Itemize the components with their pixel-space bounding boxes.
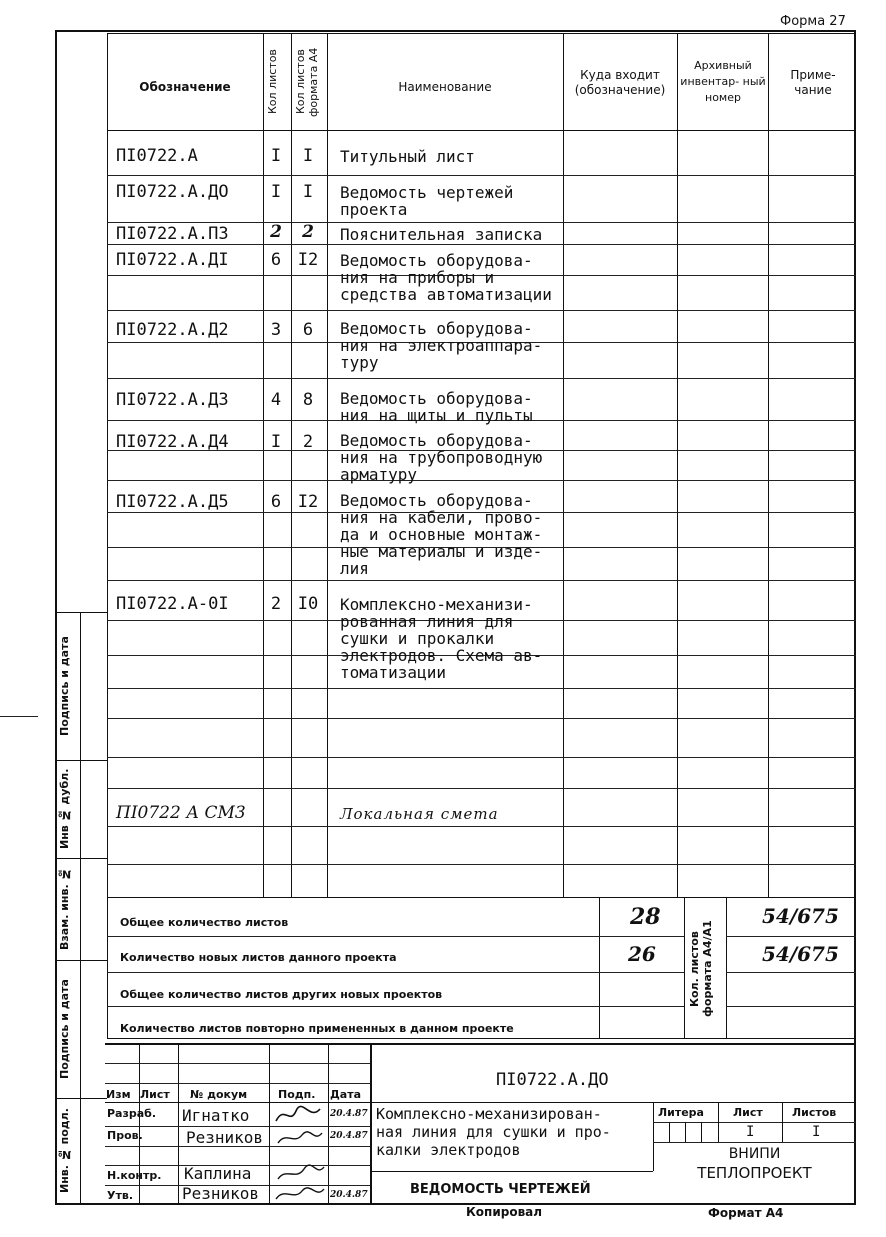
row-code: ПI0722.А.ПЗ bbox=[116, 224, 229, 244]
row-sheets: 4 bbox=[270, 390, 282, 410]
side-inv-dub: Инв № дубл. bbox=[58, 768, 71, 850]
row-name: Комплексно-механизи- рованная линия для сушки и прокалки электродов. Схема ав- томатизации bbox=[340, 595, 543, 682]
total-a4-value: 54/675 bbox=[762, 904, 839, 928]
row-code: ПI0722 А СМ3 bbox=[116, 803, 246, 823]
row-sheets-a4: I bbox=[302, 182, 314, 202]
row-name: Локальная смета bbox=[340, 805, 499, 823]
row-sheets-a4: I2 bbox=[297, 250, 319, 270]
stamp-code: ПI0722.А.ДО bbox=[496, 1070, 609, 1090]
stamp-col-izm: Изм bbox=[106, 1088, 131, 1101]
reused-sheets-label: Количество листов повторно примененных в данном проекте bbox=[120, 1022, 514, 1035]
side-vzam-inv: Взам. инв. № bbox=[58, 867, 71, 951]
row-name: Титульный лист bbox=[340, 147, 475, 166]
row-sheets-a4: 2 bbox=[302, 222, 314, 242]
row-code: ПI0722.А bbox=[116, 146, 198, 166]
row-code: ПI0722.А.Д5 bbox=[116, 492, 229, 512]
stamp-person: Резников bbox=[182, 1184, 260, 1203]
row-sheets: 2 bbox=[270, 594, 282, 614]
stamp-org-1: ВНИПИ bbox=[728, 1146, 781, 1162]
footer-format: Формат А4 bbox=[708, 1206, 784, 1220]
row-sheets: 6 bbox=[270, 492, 282, 512]
row-sheets: 2 bbox=[270, 222, 282, 242]
header-designation: Обозначение bbox=[139, 80, 231, 94]
a4-caption: Кол. листов формата А4/А1 bbox=[688, 920, 714, 1018]
stamp-sheet-label: Лист bbox=[733, 1106, 763, 1119]
row-sheets-a4: I2 bbox=[297, 492, 319, 512]
row-code: ПI0722.А.ДI bbox=[116, 250, 229, 270]
row-code: ПI0722.А.Д3 bbox=[116, 390, 229, 410]
stamp-sheets-label: Листов bbox=[792, 1106, 837, 1119]
row-name: Ведомость чертежей проекта bbox=[340, 183, 514, 219]
row-sheets: 3 bbox=[270, 320, 282, 340]
stamp-title: Комплексно-механизирован- ная линия для сушки и про- калки электродов bbox=[376, 1105, 611, 1159]
stamp-org-2: ТЕПЛОПРОЕКТ bbox=[697, 1164, 812, 1182]
stamp-sheets-value: I bbox=[812, 1124, 821, 1140]
row-code: ПI0722.А.ДО bbox=[116, 182, 229, 202]
header-sheet-count-a4: Кол листов формата А4 bbox=[294, 47, 320, 117]
new-sheets-value: 26 bbox=[628, 942, 656, 966]
stamp-doc-title: ВЕДОМОСТЬ ЧЕРТЕЖЕЙ bbox=[410, 1182, 591, 1197]
stamp-date: 20.4.87 bbox=[330, 1131, 368, 1141]
other-sheets-label: Общее количество листов других новых проектов bbox=[120, 988, 443, 1001]
stamp-date: 20.4.87 bbox=[330, 1109, 368, 1119]
row-sheets: 6 bbox=[270, 250, 282, 270]
header-archive: Архивный инвентар- ный номер bbox=[680, 59, 766, 104]
stamp-role: Н.контр. bbox=[107, 1169, 162, 1182]
row-name: Ведомость оборудова- ния на электроаппара- туру bbox=[340, 319, 543, 372]
total-sheets-label: Общее количество листов bbox=[120, 916, 289, 929]
row-name: Ведомость оборудова- ния на щиты и пульты bbox=[340, 389, 533, 425]
row-code: ПI0722.А.Д2 bbox=[116, 320, 229, 340]
side-inv-podl: Инв. № подл. bbox=[58, 1108, 71, 1194]
new-sheets-label: Количество новых листов данного проекта bbox=[120, 951, 397, 964]
header-goes-to: Куда входит (обозначение) bbox=[574, 68, 666, 97]
row-sheets-a4: 2 bbox=[302, 432, 314, 452]
row-sheets: I bbox=[270, 432, 282, 452]
row-code: ПI0722.А-0I bbox=[116, 594, 229, 614]
stamp-col-list: Лист bbox=[140, 1088, 170, 1101]
stamp-person: Игнатко bbox=[182, 1106, 250, 1125]
header-sheet-count: Кол листов bbox=[266, 49, 279, 115]
stamp-role: Утв. bbox=[107, 1189, 133, 1202]
row-sheets-a4: I bbox=[302, 146, 314, 166]
header-name: Наименование bbox=[398, 80, 492, 94]
stamp-person: Резников bbox=[186, 1128, 264, 1147]
stamp-col-date: Дата bbox=[330, 1088, 362, 1101]
row-sheets-a4: 8 bbox=[302, 390, 314, 410]
stamp-person: Каплина bbox=[184, 1164, 252, 1183]
stamp-role: Пров. bbox=[107, 1129, 143, 1142]
row-code: ПI0722.А.Д4 bbox=[116, 432, 229, 452]
stamp-col-doc: № докум bbox=[190, 1088, 248, 1101]
row-sheets-a4: I0 bbox=[297, 594, 319, 614]
stamp-col-sign: Подп. bbox=[278, 1088, 316, 1101]
row-name: Ведомость оборудова- ния на кабели, прово- да и основные монтаж- ные материалы и изде- лия bbox=[340, 491, 543, 578]
stamp-litera-label: Литера bbox=[658, 1106, 704, 1119]
row-sheets: I bbox=[270, 146, 282, 166]
margin-tick bbox=[0, 716, 38, 717]
side-sign-date-1: Подпись и дата bbox=[58, 636, 71, 736]
side-sign-date-2: Подпись и дата bbox=[58, 979, 71, 1079]
stamp-date: 20.4.87 bbox=[330, 1190, 368, 1200]
new-a4-value: 54/675 bbox=[762, 942, 839, 966]
form-label: Форма 27 bbox=[780, 14, 846, 29]
footer-copied: Копировал bbox=[466, 1205, 543, 1219]
total-sheets-value: 28 bbox=[630, 904, 661, 930]
row-sheets: I bbox=[270, 182, 282, 202]
row-name: Пояснительная записка bbox=[340, 225, 543, 244]
row-name: Ведомость оборудова- ния на приборы и средства автоматизации bbox=[340, 251, 552, 304]
stamp-sheet-value: I bbox=[746, 1124, 755, 1140]
row-name: Ведомость оборудова- ния на трубопроводную арматуру bbox=[340, 431, 543, 484]
signature-marks bbox=[270, 1103, 328, 1203]
stamp-role: Разраб. bbox=[107, 1107, 157, 1120]
row-sheets-a4: 6 bbox=[302, 320, 314, 340]
header-note: Приме- чание bbox=[790, 68, 836, 97]
